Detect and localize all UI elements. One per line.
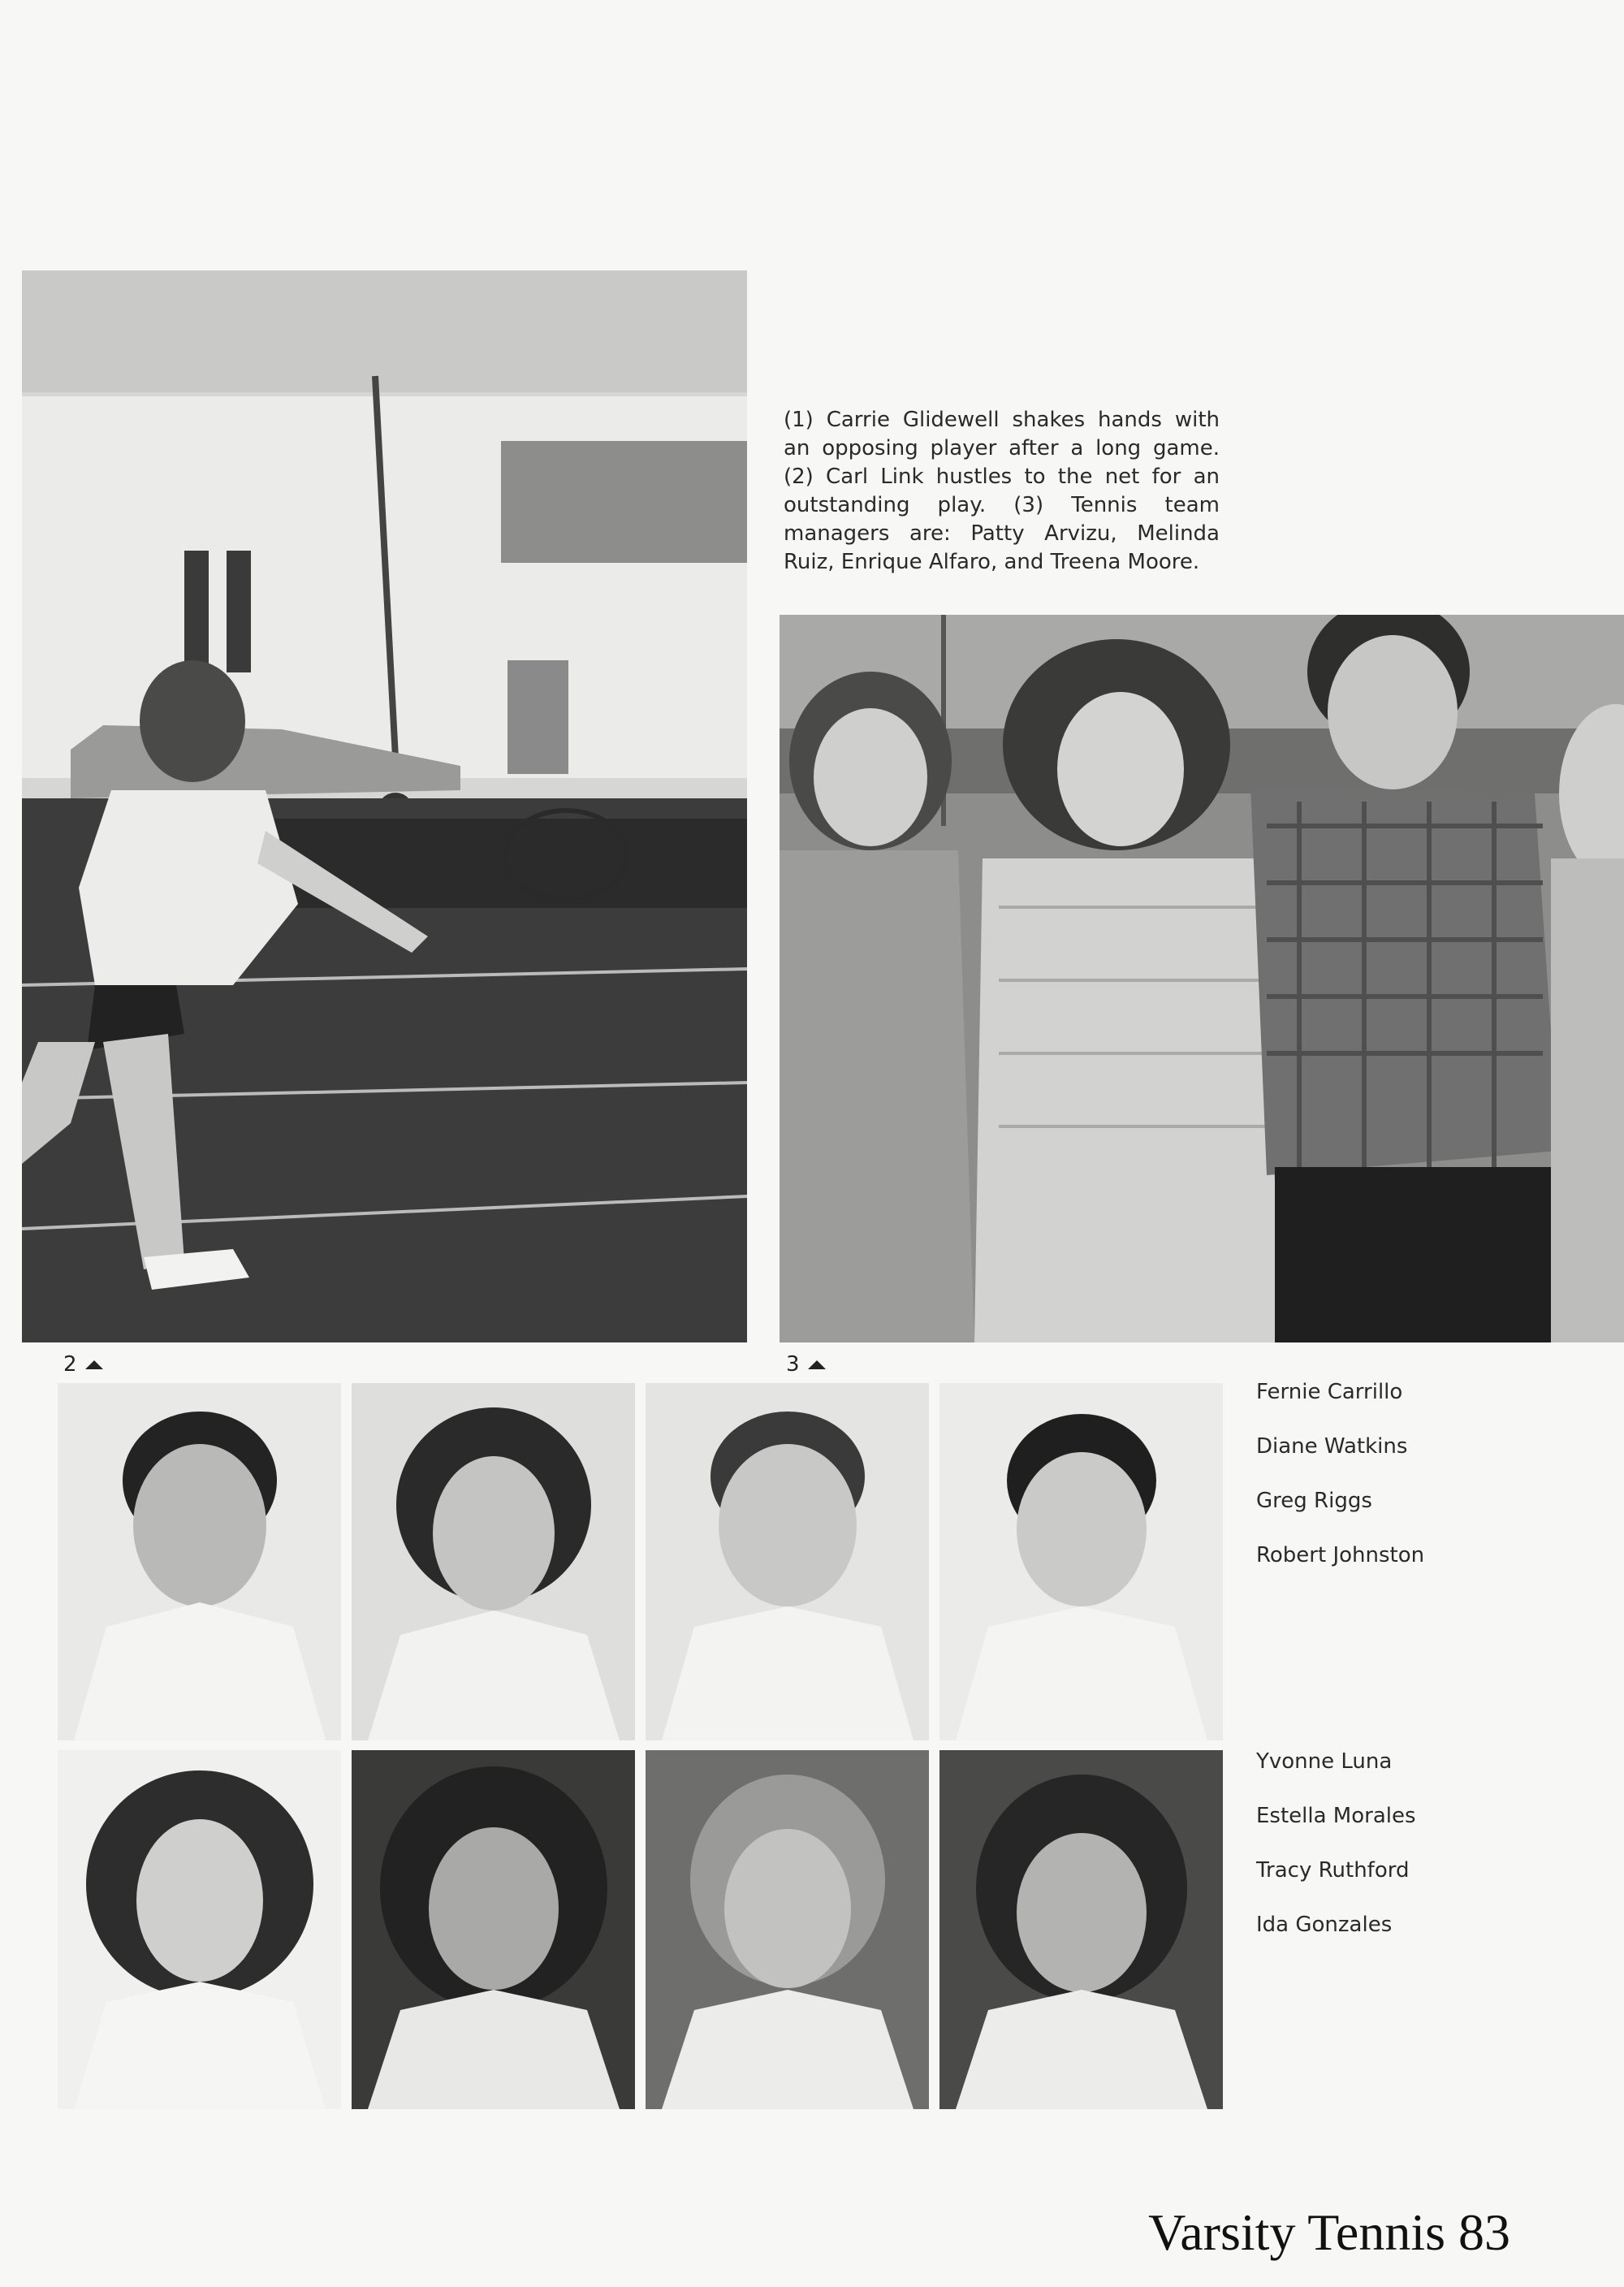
photo-number-2 [63, 1352, 103, 1377]
photo-number-3 [786, 1352, 826, 1377]
portrait-ida-gonzales [939, 1750, 1223, 2109]
portrait-greg-riggs [646, 1383, 929, 1740]
up-arrow-icon [85, 1360, 103, 1369]
roster-name: Greg Riggs [1256, 1489, 1372, 1513]
photo-tennis-player [22, 270, 747, 1342]
roster-name: Ida Gonzales [1256, 1913, 1393, 1937]
portrait-robert-johnston [939, 1383, 1223, 1740]
roster-name: Diane Watkins [1256, 1434, 1408, 1459]
page-number: 83 [1458, 2203, 1510, 2261]
up-arrow-icon [808, 1360, 826, 1369]
portrait-diane-watkins [352, 1383, 635, 1740]
portrait-yvonne-luna [58, 1750, 341, 2109]
photo-caption: (1) Carrie Glidewell shakes hands with an opposing player after a long game. (2) Carl Link hustles to the net for an outstanding play. (3) Tennis team managers are: Patty Arvizu, Melinda Ruiz, Enrique Alfaro, and Treena Moore. [784, 408, 1220, 574]
portrait-tracy-ruthford [646, 1750, 929, 2109]
section-title: Varsity Tennis [1148, 2203, 1445, 2261]
roster-name: Yvonne Luna [1256, 1749, 1393, 1774]
portrait-estella-morales [352, 1750, 635, 2109]
roster-list-row-2 [1256, 1748, 1416, 1965]
roster-name: Robert Johnston [1256, 1543, 1425, 1567]
roster-name: Estella Morales [1256, 1804, 1416, 1828]
photo-number-3-label: 3 [786, 1352, 800, 1377]
roster-name: Tracy Ruthford [1256, 1858, 1410, 1883]
photo-team-managers [780, 615, 1624, 1342]
photo-number-2-label: 2 [63, 1352, 77, 1377]
portrait-fernie-carrillo [58, 1383, 341, 1740]
page-footer [1148, 2203, 1510, 2263]
roster-list-row-1 [1256, 1378, 1424, 1596]
roster-name: Fernie Carrillo [1256, 1380, 1403, 1404]
